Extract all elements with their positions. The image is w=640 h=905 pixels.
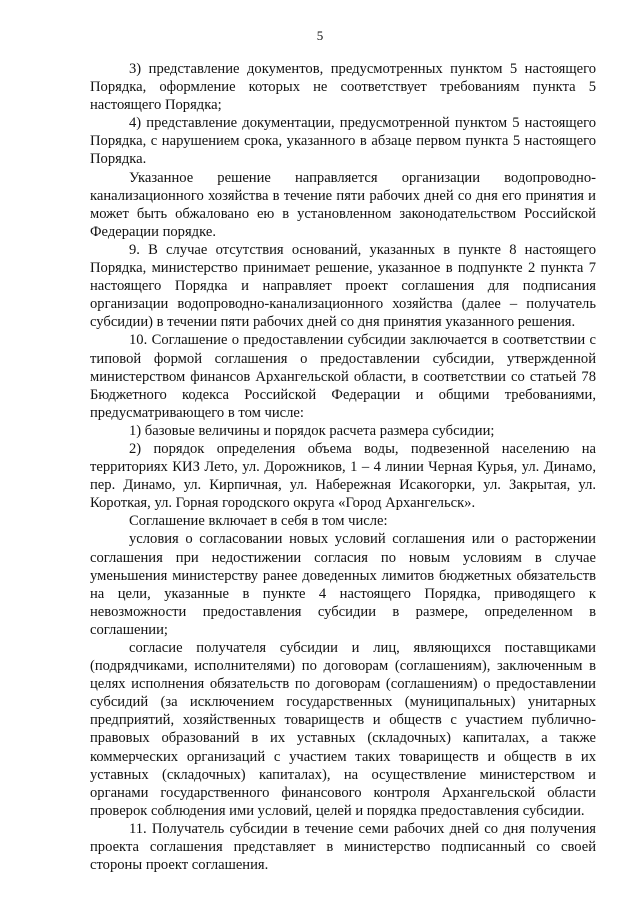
paragraph-condition-renegotiation: условия о согласовании новых условий соглашения или о расторжении соглашения при недостижении согласия по новым условиям в случае уменьшения министерству ранее доведенных лимитов бюджетных обязательств на цели, указанные в пункте 4 настоящего Порядка, приводящего к невозможности предоставления субсидии в размере, определенном в соглашении; — [90, 531, 596, 638]
paragraph-clause-11: 11. Получатель субсидии в течение семи рабочих дней со дня получения проекта соглашения представляет в министерство подписанный со своей стороны проект соглашения. — [90, 820, 596, 874]
paragraph-agreement-includes: Соглашение включает в себя в том числе: — [129, 513, 388, 530]
paragraph-consent-inspection: согласие получателя субсидии и лиц, являющихся поставщиками (подрядчиками, исполнителями) по договорам (соглашениям), заключенным в целях исполнения обязательств по договорам (соглашениям) о предоставлении субсидий (за исключением государственных (муниципальных) унитарных предприятий, хозяйственных товариществ и обществ с участием публично-правовых образований в их уставных (складочных) капиталах, а также коммерческих организаций с участием таких товариществ и обществ в их уставных (складочных) капиталах), на осуществление министерством и органами государственного финансового контроля Архангельской области проверок соблюдения ими условий, целей и порядка предоставления субсидии. — [90, 640, 596, 819]
document-body — [90, 60, 596, 874]
paragraph-decision-notice: Указанное решение направляется организации водопроводно-канализационного хозяйства в течение пяти рабочих дней со дня его принятия и может быть обжаловано ею в установленном законодательством Российской Федерации порядке. — [90, 169, 596, 240]
paragraph-item-4: 4) представление документации, предусмотренной пунктом 5 настоящего Порядка, с нарушением срока, указанного в абзаце первом пункта 5 настоящего Порядка. — [90, 115, 596, 168]
paragraph-clause-10: 10. Соглашение о предоставлении субсидии заключается в соответствии с типовой формой соглашения о предоставлении субсидии, утвержденной министерством финансов Архангельской области, в соответствии со статьей 78 Бюджетного кодекса Российской Федерации и общими требованиями, предусматривающего в том числе: — [90, 332, 596, 421]
paragraph-subitem-2: 2) порядок определения объема воды, подвезенной населению на территориях КИЗ Лето, ул. Дорожников, 1 – 4 линии Черная Курья, ул. Динамо, пер. Динамо, ул. Кирпичная, ул. Набережная Исакогорки, ул. Закрытая, ул. Короткая, ул. Горная городского округа «Город Архангельск». — [90, 440, 596, 512]
page-number: 5 — [316, 28, 324, 43]
paragraph-item-3: 3) представление документов, предусмотренных пунктом 5 настоящего Порядка, оформление которых не соответствует требованиям пункта 5 настоящего Порядка; — [90, 61, 596, 114]
paragraph-subitem-1: 1) базовые величины и порядок расчета размера субсидии; — [129, 422, 495, 439]
paragraph-clause-9: 9. В случае отсутствия оснований, указанных в пункте 8 настоящего Порядка, министерство принимает решение, указанное в подпункте 2 пункта 7 настоящего Порядка и направляет проект соглашения для подписания организации водопроводно-канализационного хозяйства (далее – получатель субсидии) в течении пяти рабочих дней со дня принятия указанного решения. — [90, 241, 596, 331]
